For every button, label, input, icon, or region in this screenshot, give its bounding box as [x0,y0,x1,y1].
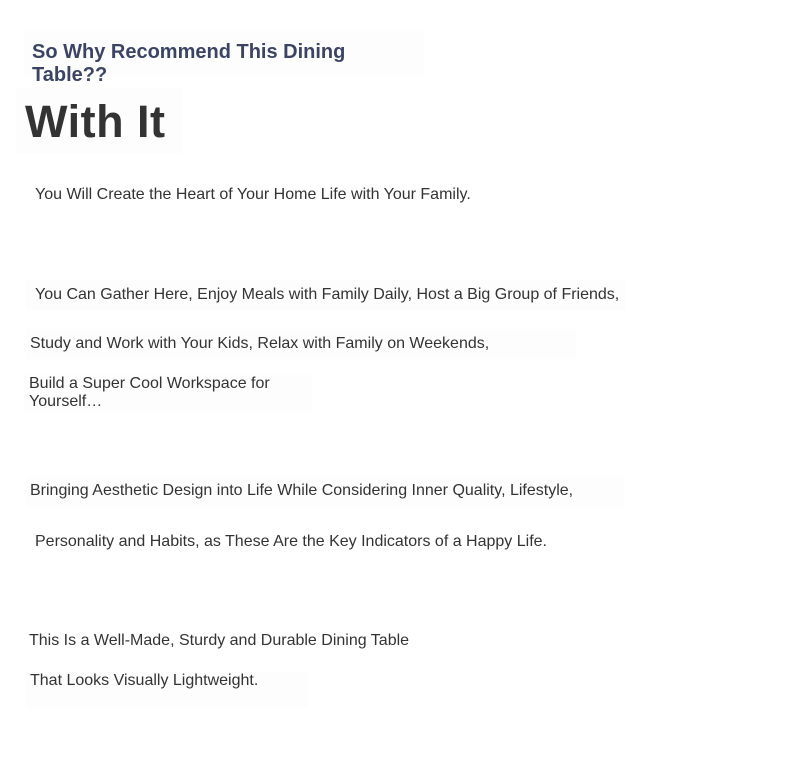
paragraph-aesthetic-design: Bringing Aesthetic Design into Life While Considering Inner Quality, Lifestyle, [26,477,624,507]
paragraph-workspace: Build a Super Cool Workspace for Yourself… [24,375,312,411]
paragraph-happy-life: Personality and Habits, as These Are the Key Indicators of a Happy Life. [35,533,547,550]
section-heading: With It [16,88,182,154]
section-subtitle: So Why Recommend This Dining Table?? [24,31,424,77]
paragraph-lightweight: That Looks Visually Lightweight. [26,672,308,708]
paragraph-study-and-work: Study and Work with Your Kids, Relax with Family on Weekends, [26,329,576,359]
paragraph-heart-of-home: You Will Create the Heart of Your Home Life with Your Family. [35,186,471,203]
paragraph-gather-here: You Can Gather Here, Enjoy Meals with Family Daily, Host a Big Group of Friends, [26,280,626,310]
paragraph-well-made: This Is a Well-Made, Sturdy and Durable Dining Table [29,632,410,649]
